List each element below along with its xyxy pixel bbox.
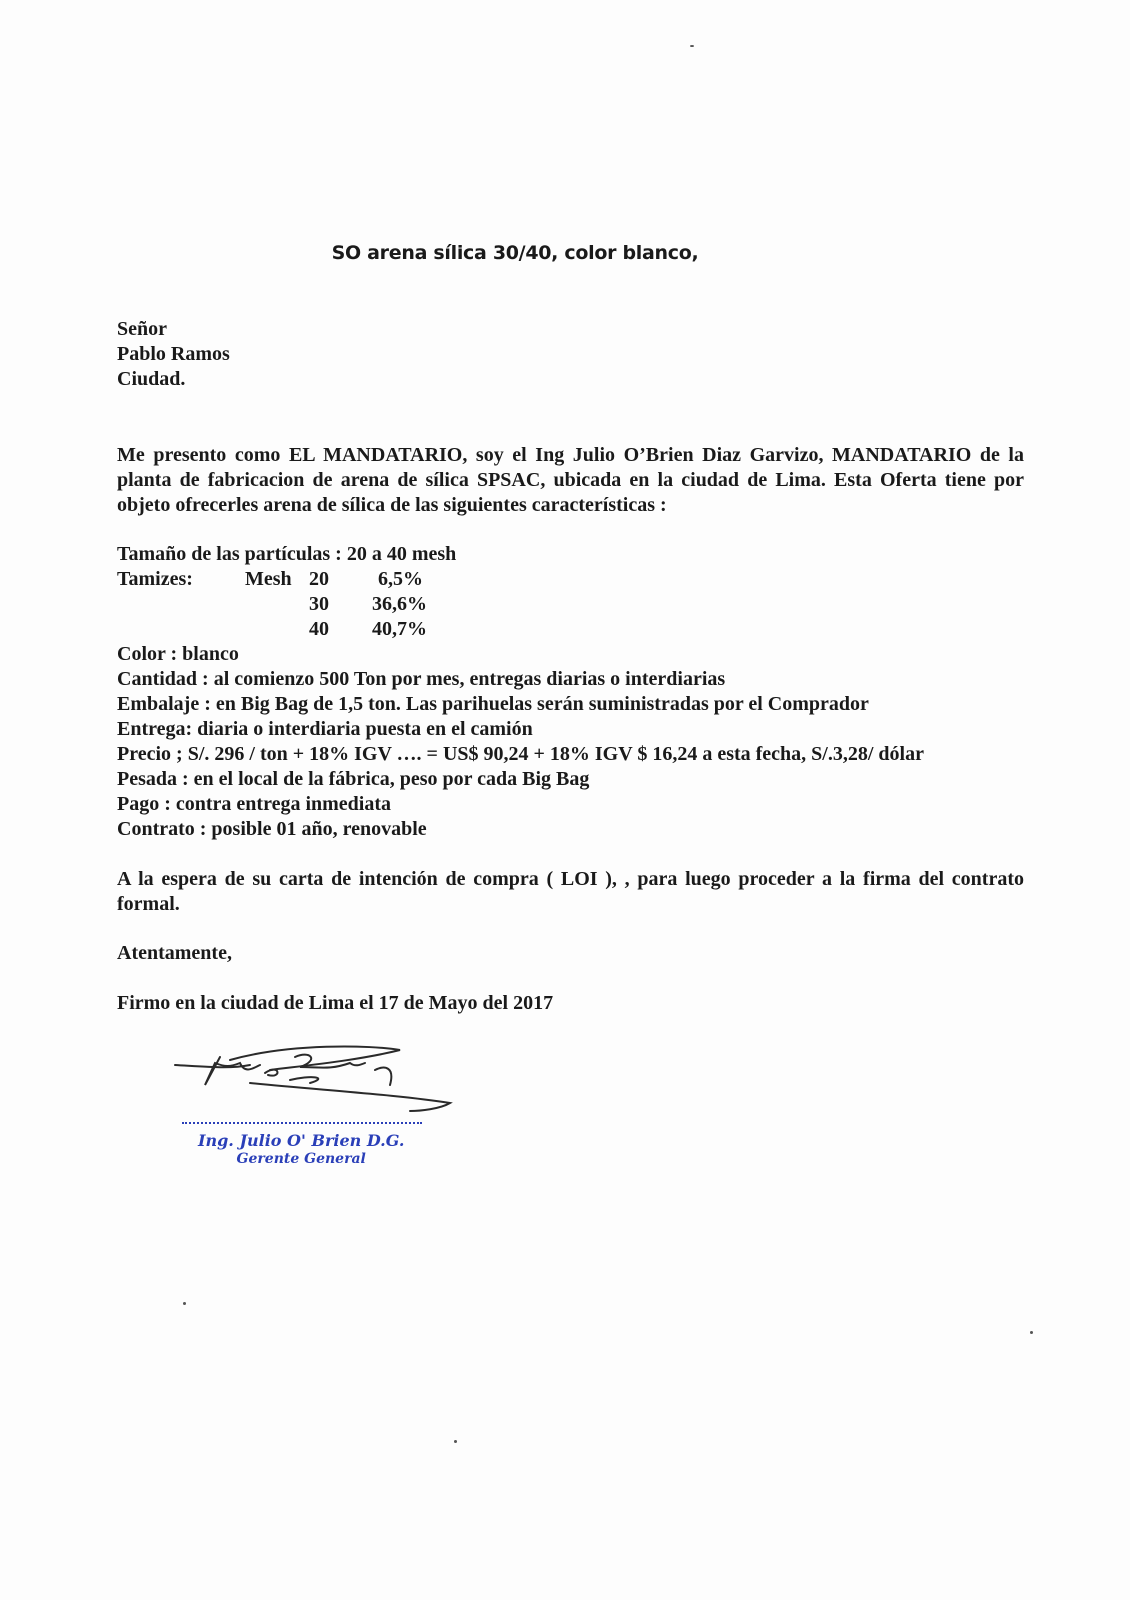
recipient-salutation: Señor bbox=[117, 318, 167, 340]
spec-price: Precio ; S/. 296 / ton + 18% IGV …. = US$ 90,24 + 18% IGV $ 16,24 a esta fecha, S/.3,28/ dólar bbox=[117, 743, 924, 765]
signature-stamp bbox=[198, 1132, 404, 1168]
spec-delivery: Entrega: diaria o interdiaria puesta en el camión bbox=[117, 718, 533, 740]
spec-contract: Contrato : posible 01 año, renovable bbox=[117, 818, 427, 840]
sieve-mesh: 20 bbox=[309, 568, 329, 590]
sieve-mesh: 30 bbox=[309, 593, 329, 615]
sieve-pct: 36,6% bbox=[372, 593, 427, 615]
spec-packaging: Embalaje : en Big Bag de 1,5 ton. Las parihuelas serán suministradas por el Comprador bbox=[117, 693, 869, 715]
recipient-name: Pablo Ramos bbox=[117, 343, 230, 365]
sieve-label: Tamizes: bbox=[117, 568, 193, 590]
scan-speck bbox=[454, 1440, 457, 1443]
mesh-label: Mesh bbox=[245, 568, 292, 590]
stamp-name: Ing. Julio O' Brien D.G. bbox=[198, 1131, 405, 1150]
document-title: SO arena sílica 30/40, color blanco, bbox=[331, 242, 699, 264]
intro-paragraph: Me presento como EL MANDATARIO, soy el Ing Julio O’Brien Diaz Garvizo, MANDATARIO de la planta de fabricacion de arena de sílica SPSAC, ubicada en la ciudad de Lima. Esta Oferta tiene por objeto ofrecerles arena de sílica de las siguientes características : bbox=[117, 444, 1024, 516]
scan-speck bbox=[1030, 1331, 1033, 1334]
signature-line bbox=[182, 1122, 422, 1124]
handwritten-signature bbox=[170, 1045, 470, 1125]
scan-speck bbox=[183, 1302, 186, 1305]
scan-speck bbox=[690, 45, 694, 47]
spec-color: Color : blanco bbox=[117, 643, 239, 665]
regards: Atentamente, bbox=[117, 942, 232, 964]
spec-weighing: Pesada : en el local de la fábrica, peso por cada Big Bag bbox=[117, 768, 590, 790]
stamp-role: Gerente General bbox=[236, 1151, 366, 1167]
recipient-city: Ciudad. bbox=[117, 368, 186, 390]
signing-place-date: Firmo en la ciudad de Lima el 17 de Mayo del 2017 bbox=[117, 992, 554, 1014]
sieve-mesh: 40 bbox=[309, 618, 329, 640]
particle-size: Tamaño de las partículas : 20 a 40 mesh bbox=[117, 543, 457, 565]
sieve-pct: 6,5% bbox=[378, 568, 423, 590]
spec-payment: Pago : contra entrega inmediata bbox=[117, 793, 392, 815]
sieve-pct: 40,7% bbox=[372, 618, 427, 640]
closing-paragraph: A la espera de su carta de intención de compra ( LOI ), , para luego proceder a la firma del contrato formal. bbox=[117, 868, 1024, 915]
spec-quantity: Cantidad : al comienzo 500 Ton por mes, entregas diarias o interdiarias bbox=[117, 668, 726, 690]
